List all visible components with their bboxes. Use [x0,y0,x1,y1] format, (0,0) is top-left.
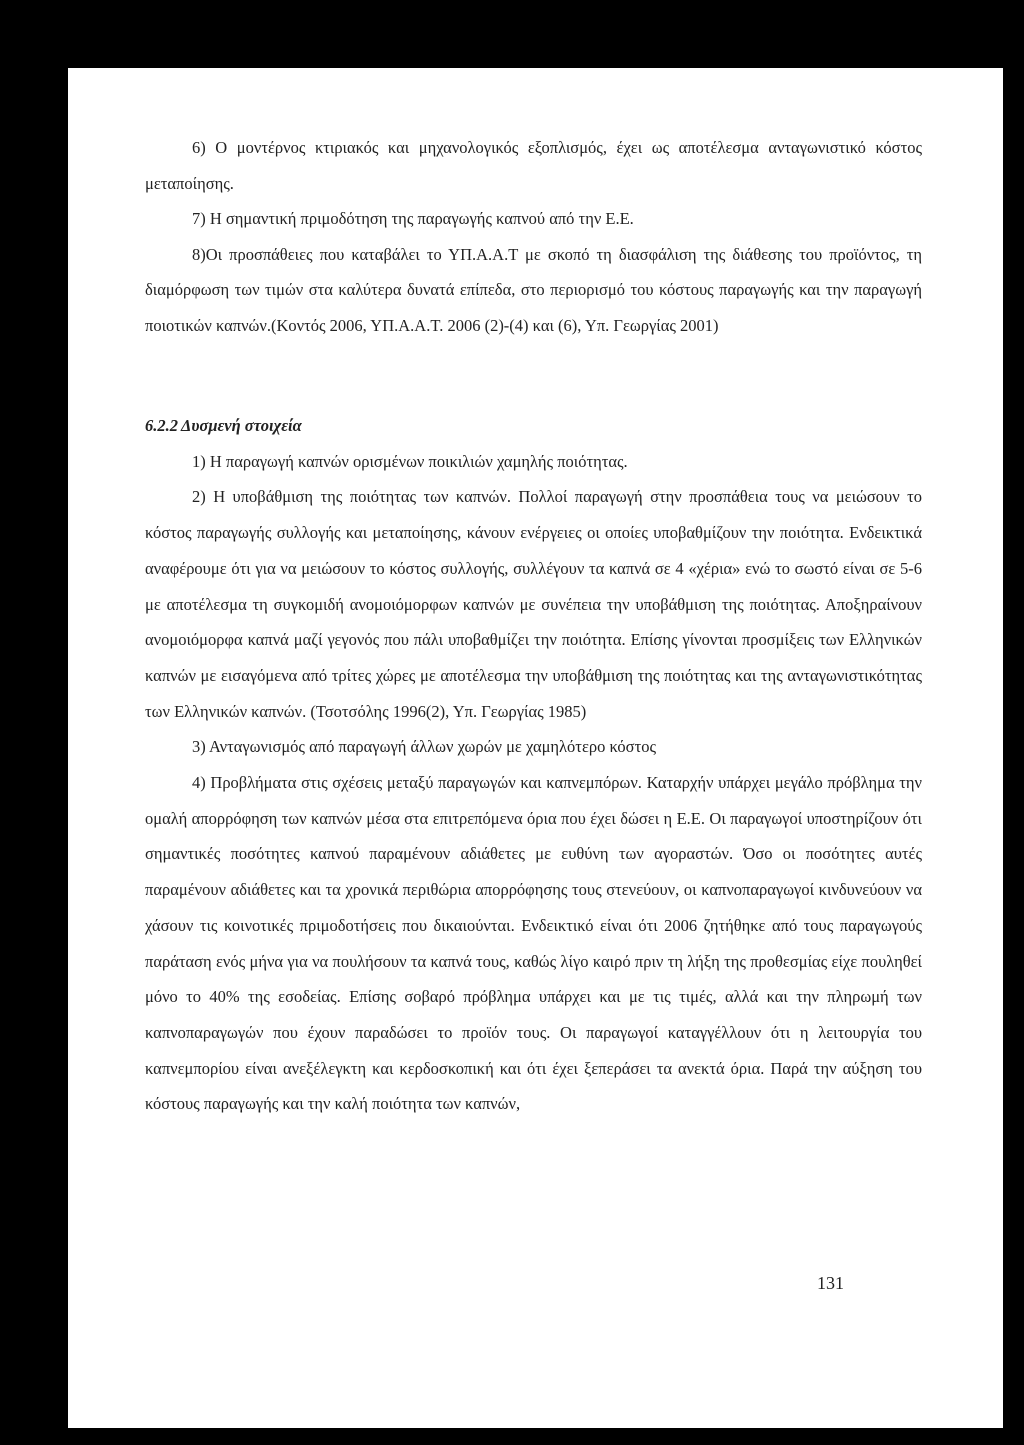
section-heading [145,408,922,444]
paragraph-item-4: 4) Προβλήματα στις σχέσεις μεταξύ παραγωγών και καπνεμπόρων. Καταρχήν υπάρχει μεγάλο πρόβλημα την ομαλή απορρόφηση των καπνών μέσα στα επιτρεπόμενα όρια που έχει δώσει η Ε.Ε. Οι παραγωγοί υποστηρίζουν ότι σημαντικές ποσότητες καπνού παραμένουν αδιάθετες με ευθύνη των αγοραστών. Όσο οι ποσότητες αυτές παραμένουν αδιάθετες και τα χρονικά περιθώρια απορρόφησης τους στενεύουν, οι καπνοπαραγωγοί κινδυνεύουν να χάσουν τις κοινοτικές πριμοδοτήσεις που δικαιούνται. Ενδεικτικό είναι ότι 2006 ζητήθηκε από τους παραγωγούς παράταση ενός μήνα για να πουλήσουν τα καπνά τους, καθώς λίγο καιρό πριν τη λήξη της προθεσμίας είχε πουληθεί μόνο το 40% της εσοδείας. Επίσης σοβαρό πρόβλημα υπάρχει και με τις τιμές, αλλά και την πληρωμή των καπνοπαραγωγών που έχουν παραδώσει το προϊόν τους. Οι παραγωγοί καταγγέλλουν ότι η λειτουργία του καπνεμπορίου είναι ανεξέλεγκτη και κερδοσκοπική και ότι έχει ξεπεράσει τα ανεκτά όρια. Παρά την αύξηση του κόστους παραγωγής και την καλή ποιότητα των καπνών, [145,773,922,1114]
section-title: Δυσμενή στοιχεία [181,416,302,435]
page-number: 131 [817,1273,844,1293]
paragraph-item-8: 8)Οι προσπάθειες που καταβάλει το ΥΠ.Α.Α.Τ με σκοπό τη διασφάλιση της διάθεσης του προϊόντος, τη διαμόρφωση των τιμών στα καλύτερα δυνατά επίπεδα, στο περιορισμό του κόστους παραγωγής και την παραγωγή ποιοτικών καπνών.(Κοντός 2006, ΥΠ.Α.Α.Τ. 2006 (2)-(4) και (6), Υπ. Γεωργίας 2001) [145,244,922,335]
paragraph-item-3: 3) Ανταγωνισμός από παραγωγή άλλων χωρών με χαμηλότερο κόστος [192,737,656,757]
top-text-block [145,130,922,343]
paragraph-item-2: 2) Η υποβάθμιση της ποιότητας των καπνών. Πολλοί παραγωγή στην προσπάθεια τους να μειώσουν το κόστος παραγωγής συλλογής και μεταποίησης, κάνουν ενέργειες οι οποίες υποβαθμίζουν την ποιότητα. Ενδεικτικά αναφέρουμε ότι για να μειώσουν το κόστος συλλογής, συλλέγουν τα καπνά σε 4 «χέρια» ενώ το σωστό είναι σε 5-6 με αποτέλεσμα τη συγκομιδή ανομοιόμορφων καπνών με συνέπεια την υποβάθμιση της ποιότητας. Αποξηραίνουν ανομοιόμορφα καπνά μαζί γεγονός που πάλι υποβαθμίζει την ποιότητα. Επίσης γίνονται προσμίξεις των Ελληνικών καπνών με εισαγόμενα από τρίτες χώρες με αποτέλεσμα την υποβάθμιση της ποιότητας και της ανταγωνιστικότητας των Ελληνικών καπνών. (Τσοτσόλης 1996(2), Υπ. Γεωργίας 1985) [145,487,922,721]
paragraph-item-6: 6) Ο μοντέρνος κτιριακός και μηχανολογικός εξοπλισμός, έχει ως αποτέλεσμα ανταγωνιστικό κόστος μεταποίησης. [145,138,922,193]
section-number: 6.2.2 [145,416,178,435]
paragraph-item-1: 1) Η παραγωγή καπνών ορισμένων ποικιλιών χαμηλής ποιότητας. [192,451,628,471]
section-block [145,408,922,1122]
paragraph-item-7: 7) Η σημαντική πριμοδότηση της παραγωγής καπνού από την Ε.Ε. [192,209,634,228]
document-page [68,68,1003,1428]
